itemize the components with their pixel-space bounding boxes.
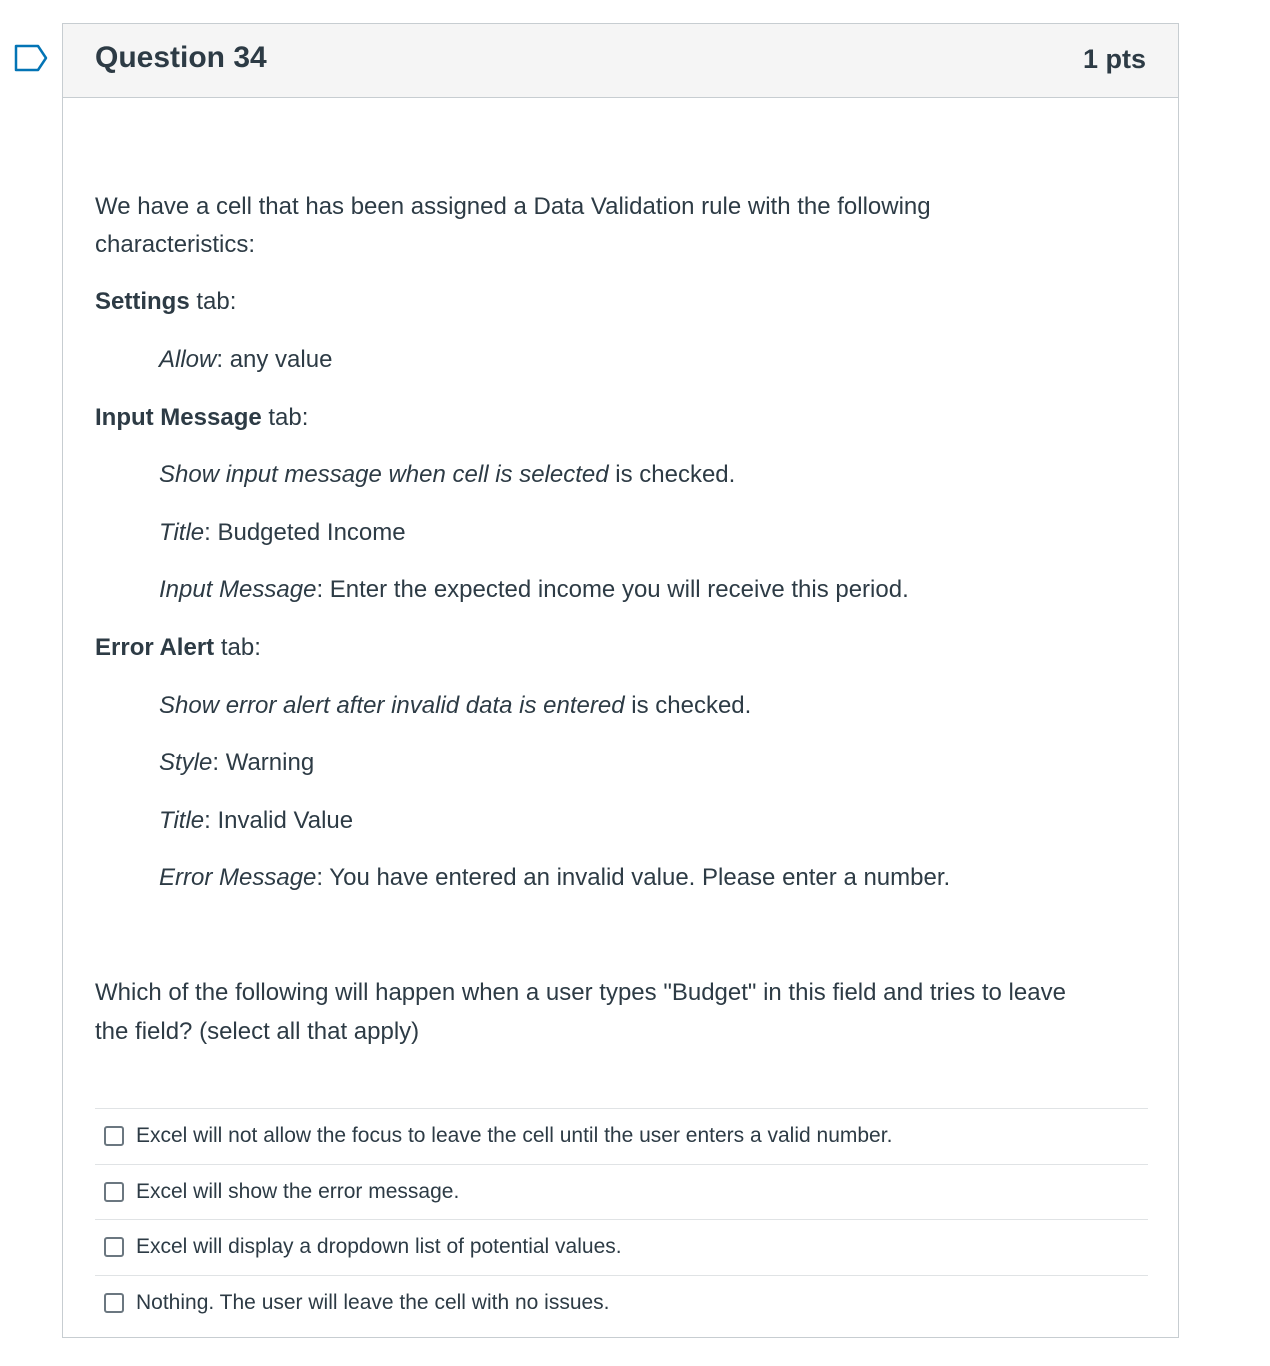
- intro-text: We have a cell that has been assigned a Data Validation rule with the following: [95, 193, 931, 220]
- checkbox[interactable]: [104, 1126, 124, 1146]
- answer-option[interactable]: [95, 1275, 1148, 1331]
- checkbox[interactable]: [104, 1182, 124, 1202]
- prompt-text-cont: the field? (select all that apply): [95, 1018, 420, 1045]
- checkbox[interactable]: [104, 1237, 124, 1257]
- answer-option[interactable]: [95, 1219, 1148, 1275]
- input-message-heading: Input Message tab:: [95, 404, 309, 431]
- intro-text-cont: characteristics:: [95, 231, 256, 258]
- checkbox[interactable]: [104, 1293, 124, 1313]
- question-header: [63, 24, 1178, 98]
- question-title: Question 34: [95, 41, 267, 74]
- question-card: [62, 23, 1179, 1338]
- error-style-row: Style: Warning: [159, 749, 315, 776]
- input-title-row: Title: Budgeted Income: [159, 519, 406, 546]
- flag-outline-icon[interactable]: [14, 44, 48, 72]
- error-alert-heading: Error Alert tab:: [95, 634, 261, 661]
- answer-label: Excel will show the error message.: [136, 1179, 460, 1203]
- answer-label: Excel will not allow the focus to leave the cell until the user enters a valid number.: [136, 1124, 893, 1148]
- answer-option[interactable]: [95, 1164, 1148, 1220]
- input-message-row: Input Message: Enter the expected income you will receive this period.: [159, 576, 909, 603]
- error-title-row: Title: Invalid Value: [159, 807, 354, 834]
- show-error-row: Show error alert after invalid data is entered is checked.: [159, 692, 752, 719]
- answer-label: Excel will display a dropdown list of potential values.: [136, 1235, 622, 1259]
- show-input-row: Show input message when cell is selected is checked.: [159, 461, 736, 488]
- question-points: 1 pts: [1082, 44, 1146, 74]
- settings-heading: Settings tab:: [95, 288, 237, 315]
- answer-label: Nothing. The user will leave the cell with no issues.: [136, 1290, 610, 1314]
- error-message-row: Error Message: You have entered an invalid value. Please enter a number.: [159, 864, 951, 891]
- prompt-text: Which of the following will happen when a user types "Budget" in this field and tries to leave: [95, 979, 1066, 1006]
- answer-option[interactable]: [95, 1108, 1148, 1164]
- answer-list: [95, 1108, 1148, 1330]
- allow-row: Allow: any value: [159, 346, 333, 373]
